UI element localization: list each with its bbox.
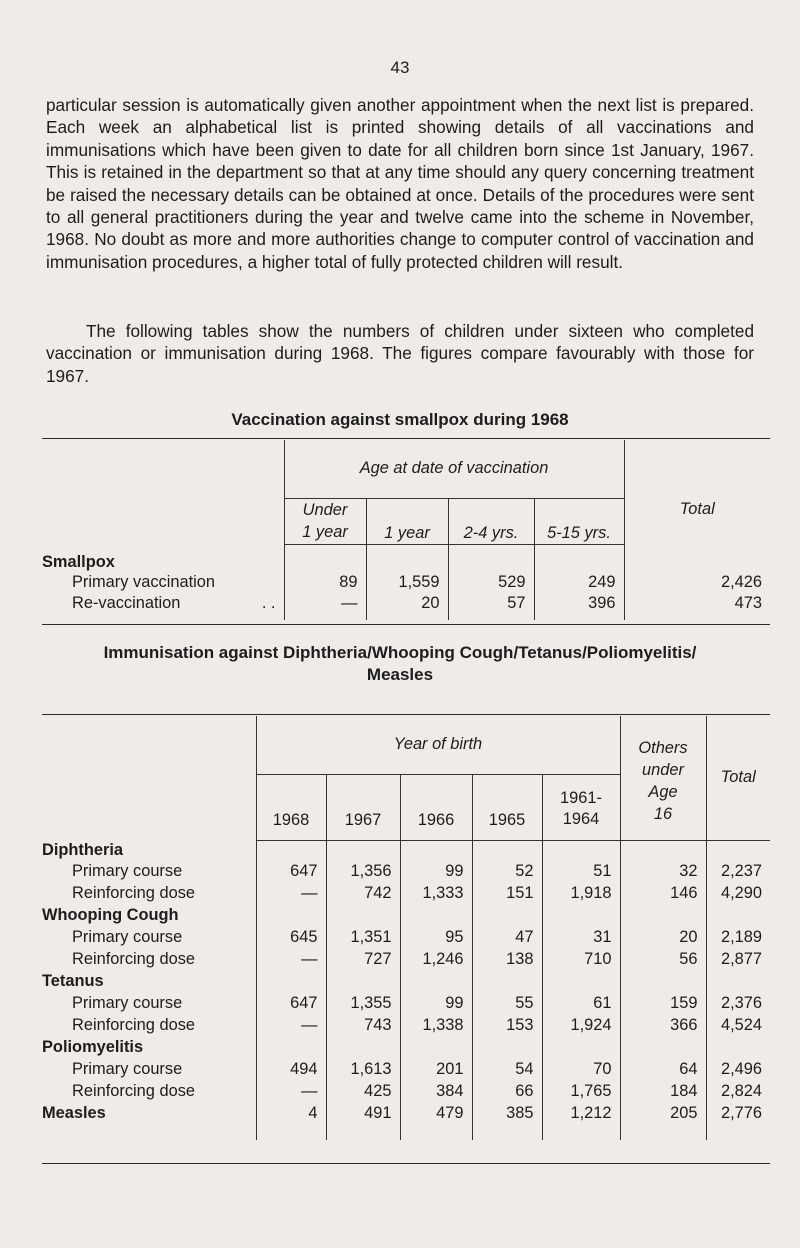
cell-value: 4,524 xyxy=(706,1014,770,1036)
row-label: Reinforcing dose xyxy=(72,1015,196,1034)
table-row xyxy=(42,882,770,904)
cell-value: 138 xyxy=(472,948,542,970)
col-header-1968: 1968 xyxy=(256,774,326,840)
cell-value: 57 xyxy=(448,592,534,614)
smallpox-top-rule xyxy=(42,438,770,439)
cell-value: 2,426 xyxy=(624,572,770,592)
cell-value: 425 xyxy=(326,1080,400,1102)
cell-value: 1,613 xyxy=(326,1058,400,1080)
cell-value: 52 xyxy=(472,860,542,882)
row-label: Primary course xyxy=(72,861,183,880)
cell-value: 51 xyxy=(542,860,620,882)
col-header-1-year: 1 year xyxy=(366,498,448,544)
cell-value: 2,776 xyxy=(706,1102,770,1124)
table-row xyxy=(42,1102,770,1124)
cell-value: 95 xyxy=(400,926,472,948)
cell-value: 1,212 xyxy=(542,1102,620,1124)
cell-value: 70 xyxy=(542,1058,620,1080)
cell-value: 1,924 xyxy=(542,1014,620,1036)
cell-value: 742 xyxy=(326,882,400,904)
section-whooping-cough: Whooping Cough xyxy=(42,905,179,924)
page-number: 43 xyxy=(390,58,410,77)
cell-value: 201 xyxy=(400,1058,472,1080)
cell-value: 366 xyxy=(620,1014,706,1036)
row-label: Primary vaccination xyxy=(72,572,216,591)
cell-value: 473 xyxy=(624,592,770,614)
col-header-1967: 1967 xyxy=(326,774,400,840)
cell-value: 384 xyxy=(400,1080,472,1102)
cell-value: 184 xyxy=(620,1080,706,1102)
row-label: Re-vaccination . . xyxy=(72,593,276,612)
cell-value: 99 xyxy=(400,860,472,882)
cell-value: 491 xyxy=(326,1102,400,1124)
cell-value: 159 xyxy=(620,992,706,1014)
section-poliomyelitis: Poliomyelitis xyxy=(42,1037,144,1056)
col-header-1965: 1965 xyxy=(472,774,542,840)
smallpox-group-header: Age at date of vaccination xyxy=(284,440,624,498)
cell-value: 1,338 xyxy=(400,1014,472,1036)
cell-value: 2,376 xyxy=(706,992,770,1014)
immunisation-total-header: Total xyxy=(706,716,770,840)
cell-value: 529 xyxy=(448,572,534,592)
cell-value: — xyxy=(284,592,366,614)
cell-value: 151 xyxy=(472,882,542,904)
smallpox-section-label: Smallpox xyxy=(42,553,115,571)
section-tetanus: Tetanus xyxy=(42,971,104,990)
col-header-1961-1964: 1961- 1964 xyxy=(542,774,620,840)
table-row xyxy=(42,592,770,614)
row-label: Primary course xyxy=(72,993,183,1012)
cell-value: 2,189 xyxy=(706,926,770,948)
cell-value: 2,496 xyxy=(706,1058,770,1080)
cell-value: 20 xyxy=(620,926,706,948)
cell-value: 89 xyxy=(284,572,366,592)
cell-value: — xyxy=(256,1014,326,1036)
row-label: Reinforcing dose xyxy=(72,949,196,968)
row-label: Reinforcing dose xyxy=(72,1081,196,1100)
cell-value: 1,918 xyxy=(542,882,620,904)
table-row xyxy=(42,1014,770,1036)
col-header-2-4-yrs: 2-4 yrs. xyxy=(448,498,534,544)
cell-value: 647 xyxy=(256,860,326,882)
col-header-total: Total xyxy=(624,498,770,544)
cell-value: 153 xyxy=(472,1014,542,1036)
cell-value: 1,559 xyxy=(366,572,448,592)
cell-value: 1,356 xyxy=(326,860,400,882)
body-paragraph-1: particular session is automatically given another appointment when the next list is prepared. Each week an alphabetical list is printed showing details of all vaccinations and immunisations which have been given to date for all children born since 1st January, 1967. This is retained in the department so that at any time should any query concerning treatment be raised the necessary details can be obtained at once. Details of the procedures were sent to all general practitioners during the year and twelve came into the scheme in November, 1968. No doubt as more and more authorities change to computer control of vaccination and immunisation procedures, a higher total of fully protected children will result. xyxy=(46,95,754,272)
cell-value: 647 xyxy=(256,992,326,1014)
others-under-16-header: Others under Age 16 xyxy=(620,716,706,840)
col-header-under-1-year: Under 1 year xyxy=(284,498,366,544)
table-row xyxy=(42,992,770,1014)
cell-value: 494 xyxy=(256,1058,326,1080)
cell-value: 4 xyxy=(256,1102,326,1124)
table-row xyxy=(42,860,770,882)
cell-value: — xyxy=(256,948,326,970)
immunisation-top-rule xyxy=(42,714,770,715)
cell-value: 99 xyxy=(400,992,472,1014)
table-row xyxy=(42,1058,770,1080)
cell-value: 396 xyxy=(534,592,624,614)
col-header-5-15-yrs: 5-15 yrs. xyxy=(534,498,624,544)
row-label: Primary course xyxy=(72,927,183,946)
row-label: Primary course xyxy=(72,1059,183,1078)
cell-value: 2,237 xyxy=(706,860,770,882)
cell-value: 1,333 xyxy=(400,882,472,904)
table-row xyxy=(42,926,770,948)
year-of-birth-header: Year of birth xyxy=(256,716,620,774)
cell-value: 645 xyxy=(256,926,326,948)
cell-value: 47 xyxy=(472,926,542,948)
cell-value: 1,355 xyxy=(326,992,400,1014)
table-row xyxy=(42,1080,770,1102)
cell-value: 479 xyxy=(400,1102,472,1124)
cell-value: — xyxy=(256,882,326,904)
col-header-1966: 1966 xyxy=(400,774,472,840)
cell-value: 61 xyxy=(542,992,620,1014)
cell-value: 1,246 xyxy=(400,948,472,970)
immunisation-table xyxy=(42,716,770,1140)
cell-value: 56 xyxy=(620,948,706,970)
cell-value: 1,351 xyxy=(326,926,400,948)
section-diphtheria: Diphtheria xyxy=(42,841,124,859)
immunisation-body xyxy=(42,840,770,1140)
cell-value: 205 xyxy=(620,1102,706,1124)
table-row xyxy=(42,948,770,970)
cell-value: 66 xyxy=(472,1080,542,1102)
cell-value: 2,877 xyxy=(706,948,770,970)
immunisation-bottom-rule xyxy=(42,1163,770,1164)
cell-value: 64 xyxy=(620,1058,706,1080)
cell-value: 2,824 xyxy=(706,1080,770,1102)
smallpox-bottom-rule xyxy=(42,624,770,625)
cell-value: 710 xyxy=(542,948,620,970)
cell-value: 385 xyxy=(472,1102,542,1124)
row-label: Reinforcing dose xyxy=(72,883,196,902)
smallpox-table-title: Vaccination against smallpox during 1968 xyxy=(231,410,569,429)
cell-value: 743 xyxy=(326,1014,400,1036)
section-measles: Measles xyxy=(42,1103,106,1122)
table-row xyxy=(42,572,770,592)
cell-value: 31 xyxy=(542,926,620,948)
cell-value: 146 xyxy=(620,882,706,904)
cell-value: 32 xyxy=(620,860,706,882)
cell-value: 727 xyxy=(326,948,400,970)
body-paragraph-2: The following tables show the numbers of children under sixteen who completed vaccination or immunisation during 1968. The figures compare favourably with those for 1967. xyxy=(46,321,754,386)
smallpox-table xyxy=(42,440,770,620)
cell-value: — xyxy=(256,1080,326,1102)
cell-value: 20 xyxy=(366,592,448,614)
cell-value: 55 xyxy=(472,992,542,1014)
cell-value: 54 xyxy=(472,1058,542,1080)
cell-value: 249 xyxy=(534,572,624,592)
cell-value: 1,765 xyxy=(542,1080,620,1102)
cell-value: 4,290 xyxy=(706,882,770,904)
immunisation-table-title: Immunisation against Diphtheria/Whooping Cough/Tetanus/Poliomyelitis/ Measles xyxy=(103,643,697,684)
